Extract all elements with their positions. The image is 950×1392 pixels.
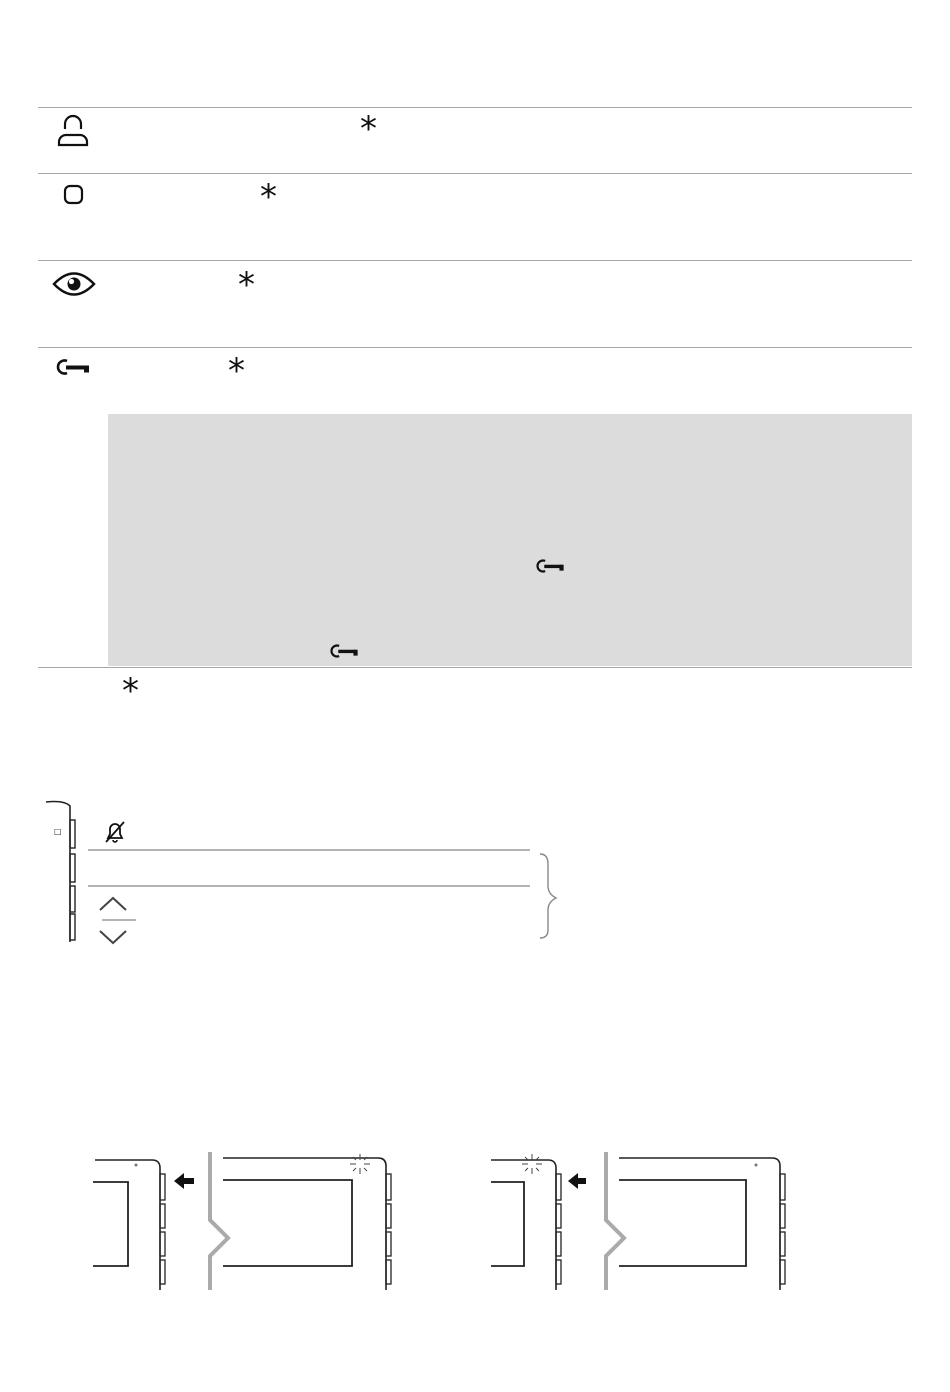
divider bbox=[38, 173, 912, 174]
key-icon bbox=[55, 358, 93, 381]
required-asterisk: * bbox=[360, 109, 377, 149]
user-profile-icon bbox=[55, 115, 91, 152]
bell-muted-icon bbox=[103, 819, 127, 850]
chevron-up-icon bbox=[98, 895, 128, 918]
divider bbox=[38, 667, 912, 668]
device-illustration-left bbox=[90, 1150, 400, 1295]
device-illustration-right bbox=[488, 1150, 798, 1295]
svg-text:□: □ bbox=[54, 827, 62, 836]
required-asterisk: * bbox=[122, 671, 139, 711]
eye-icon bbox=[52, 269, 96, 304]
rounded-square-icon bbox=[63, 184, 85, 211]
key-icon bbox=[535, 558, 567, 579]
divider bbox=[38, 260, 912, 261]
note-box bbox=[108, 414, 912, 666]
divider-top bbox=[38, 107, 912, 108]
required-asterisk: * bbox=[260, 177, 277, 217]
required-asterisk: * bbox=[238, 265, 255, 305]
divider bbox=[38, 347, 912, 348]
chevron-down-icon bbox=[98, 928, 128, 951]
required-asterisk: * bbox=[228, 351, 245, 391]
key-icon bbox=[329, 643, 361, 664]
